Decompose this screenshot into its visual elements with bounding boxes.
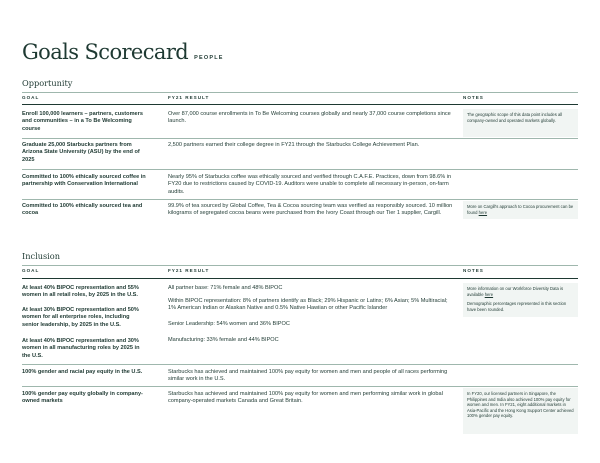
note-link[interactable]: here — [478, 209, 488, 215]
notes-cell — [463, 109, 578, 137]
note-link[interactable]: here — [484, 291, 494, 297]
col-header-goal: GOAL — [22, 95, 40, 100]
note-text: The geographic scope of this data point includes all company-owned and operated markets globally. — [467, 112, 563, 123]
col-header-notes: NOTES — [463, 268, 484, 273]
goal-cell: At least 30% BIPOC representation and 50% women for all enterprise roles, including senior leadership, by 2025 in the U.S. — [22, 307, 139, 328]
goal-cell: 100% gender pay equity globally in company-owned markets — [22, 391, 143, 405]
divider — [22, 386, 578, 387]
result-cell: Within BIPOC representation: 8% of partners identify as Black; 29% Hispanic or Latinx; 6% Asian; 5% Multiracial; 1% American Indian or Alaskan Native and 0.5% Native Hawiian or other Pacific Islander — [168, 298, 448, 312]
note-text-prefix: More on Cargill's approach to Cocoa procurement can be found — [467, 204, 574, 215]
note-text — [467, 204, 574, 215]
notes-cell — [463, 388, 578, 434]
divider — [22, 265, 578, 266]
goal-cell: Enroll 100,000 learners – partners, customers and communities – in a To Be Welcoming course — [22, 111, 143, 132]
divider — [22, 104, 578, 105]
col-header-result: FY21 RESULT — [168, 95, 210, 100]
divider — [22, 169, 578, 170]
note-text: In FY20, our licensed partners in Singapore, the Philippines and India also achieved 100% pay equity for women and men. In FY21, eight additional markets in Asia-Pacific and the Hong Kong Support Center achieved 100% gender pay equity. — [467, 391, 574, 419]
result-cell: All partner base: 71% female and 48% BIPOC — [168, 285, 283, 291]
goal-cell: Graduate 25,000 Starbucks partners from Arizona State University (ASU) by the end of 2025 — [22, 142, 140, 163]
note-text-prefix: More information on our Workforce Diversity Data is available — [467, 286, 564, 297]
notes-cell — [463, 283, 578, 317]
col-header-notes: NOTES — [463, 95, 484, 100]
divider — [22, 364, 578, 365]
result-cell: Senior Leadership: 54% women and 36% BIPOC — [168, 321, 290, 327]
goal-cell: Committed to 100% ethically sourced coffee in partnership with Conservation International — [22, 174, 146, 188]
result-cell: Starbucks has achieved and maintained 100% pay equity for women and men and people of all races performing similar work in the U.S. — [168, 369, 448, 383]
result-cell: Manufacturing: 33% female and 44% BIPOC — [168, 337, 279, 343]
inclusion-title: Inclusion — [22, 251, 61, 261]
notes-cell — [463, 201, 578, 219]
result-cell: Over 87,000 course enrollments in To Be Welcoming courses globally and nearly 37,000 course completions since launch. — [168, 111, 451, 125]
goal-cell: Committed to 100% ethically sourced tea and cocoa — [22, 203, 143, 217]
opportunity-title: Opportunity — [22, 78, 73, 88]
divider — [22, 278, 578, 279]
result-cell: Starbucks has achieved and maintained 100% pay equity for women and men performing similar work in global company-operated markets Canada and Great Britain. — [168, 391, 443, 405]
goal-cell: 100% gender and racial pay equity in the U.S. — [22, 369, 143, 375]
result-cell: 2,500 partners earned their college degree in FY21 through the Starbucks College Achievement Plan. — [168, 142, 420, 148]
col-header-result: FY21 RESULT — [168, 268, 210, 273]
col-header-goal: GOAL — [22, 268, 40, 273]
note-text: Demographic percentages represented in this section have been rounded. — [467, 301, 567, 312]
page-title: Goals Scorecard — [22, 40, 189, 64]
note-text — [467, 286, 574, 297]
divider — [22, 92, 578, 93]
result-cell: Nearly 95% of Starbucks coffee was ethically sourced and verified through C.A.F.E. Practices, down from 98.6% in FY20 due to restrictions caused by COVID-19. Auditors were unable to complete all necessary in-person, on-farm audits. — [168, 174, 452, 195]
divider — [22, 138, 578, 139]
divider — [22, 199, 578, 200]
result-cell: 99.9% of tea sourced by Global Coffee, Tea & Cocoa sourcing team was verified as responsibly sourced. 10 million kilograms of segregated cocoa beans were purchased from the Ivory Coast through our Tier 1 supplier, Cargill. — [168, 203, 453, 217]
section-tag: PEOPLE — [194, 55, 224, 61]
page-header — [22, 40, 224, 64]
goal-cell: At least 40% BIPOC representation and 55% women in all retail roles, by 2025 in the U.S. — [22, 285, 139, 299]
goal-cell: At least 40% BIPOC representation and 30% women in all manufacturing roles by 2025 in the U.S. — [22, 338, 140, 359]
